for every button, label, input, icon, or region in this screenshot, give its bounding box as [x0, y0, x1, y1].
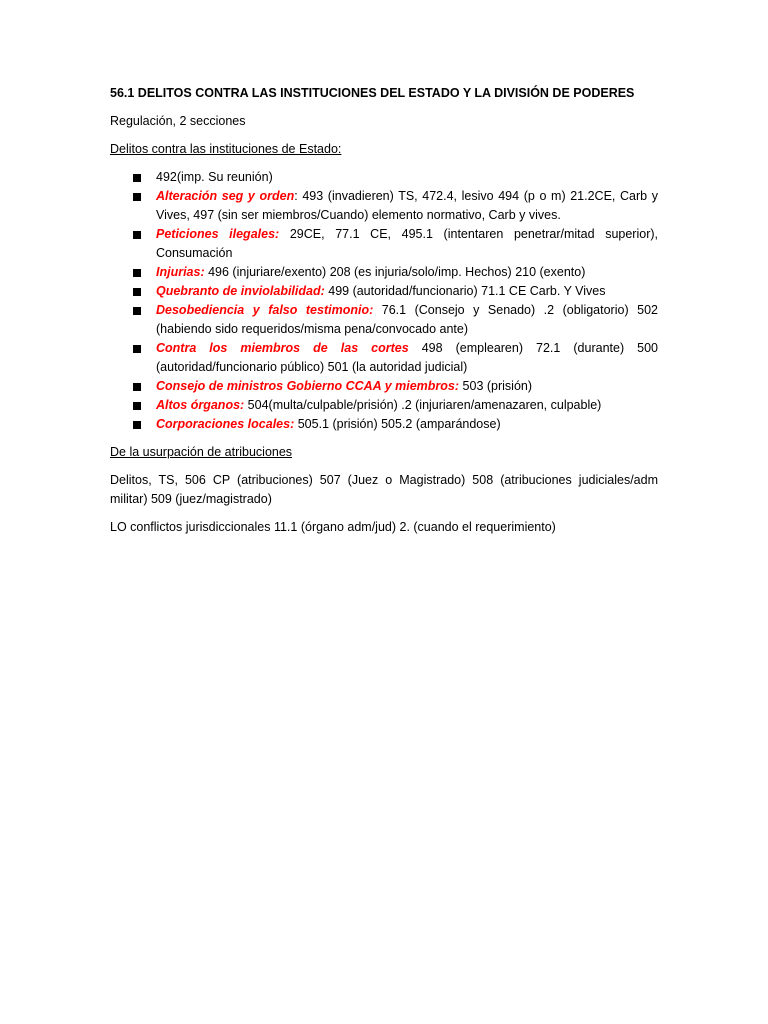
item-text: 505.1 (prisión) 505.2 (amparándose)	[294, 417, 501, 431]
list-item	[110, 377, 658, 396]
list-item	[110, 263, 658, 282]
item-text: 76.1 (Consejo y Senado) .2 (obligatorio) 502 (habiendo sido requeridos/misma pena/convocado ante)	[156, 303, 658, 336]
item-lead: Altos órganos:	[156, 398, 245, 412]
item-text: : 493 (invadieren) TS, 472.4, lesivo 494 (p o m) 21.2CE, Carb y Vives, 497 (sin ser miembros/Cuando) elemento normativo, Carb y vives.	[156, 189, 658, 222]
list-item	[110, 282, 658, 301]
item-text: 498 (emplearen) 72.1 (durante) 500 (autoridad/funcionario público) 501 (la autoridad judicial)	[156, 341, 658, 374]
item-lead: Corporaciones locales:	[156, 417, 295, 431]
item-lead: Alteración seg y orden	[156, 189, 295, 203]
square-bullet-icon	[133, 383, 141, 391]
list-item	[110, 225, 658, 263]
item-text: 503 (prisión)	[459, 379, 533, 393]
square-bullet-icon	[133, 288, 141, 296]
item-lead: Desobediencia y falso testimonio:	[156, 303, 374, 317]
square-bullet-icon	[133, 307, 141, 315]
document-page	[110, 84, 658, 546]
square-bullet-icon	[133, 231, 141, 239]
conflictos-text: LO conflictos jurisdiccionales 11.1 (órgano adm/jud) 2. (cuando el requerimiento)	[110, 520, 556, 534]
section-heading-usurpacion: De la usurpación de atribuciones	[110, 445, 293, 459]
item-lead: Quebranto de inviolabilidad:	[156, 284, 325, 298]
usurpacion-text: Delitos, TS, 506 CP (atribuciones) 507 (Juez o Magistrado) 508 (atribuciones judiciales/adm militar) 509 (juez/magistrado)	[110, 473, 658, 506]
square-bullet-icon	[133, 174, 141, 182]
item-text: 499 (autoridad/funcionario) 71.1 CE Carb. Y Vives	[324, 284, 606, 298]
list-item	[110, 168, 658, 187]
document-title: 56.1 DELITOS CONTRA LAS INSTITUCIONES DEL ESTADO Y LA DIVISIÓN DE PODERES	[110, 86, 635, 100]
square-bullet-icon	[133, 269, 141, 277]
item-text: 496 (injuriare/exento) 208 (es injuria/solo/imp. Hechos) 210 (exento)	[204, 265, 586, 279]
item-text: 492(imp. Su reunión)	[156, 170, 273, 184]
item-text: 504(multa/culpable/prisión) .2 (injuriaren/amenazaren, culpable)	[244, 398, 602, 412]
section-heading-instituciones: Delitos contra las instituciones de Estado:	[110, 142, 342, 156]
square-bullet-icon	[133, 402, 141, 410]
item-lead: Contra los miembros de las cortes	[156, 341, 409, 355]
list-item	[110, 187, 658, 225]
square-bullet-icon	[133, 421, 141, 429]
item-lead: Consejo de ministros Gobierno CCAA y miembros:	[156, 379, 460, 393]
intro-text: Regulación, 2 secciones	[110, 114, 246, 128]
square-bullet-icon	[133, 193, 141, 201]
list-item	[110, 339, 658, 377]
list-item	[110, 396, 658, 415]
bullet-list	[110, 168, 658, 434]
item-lead: Peticiones ilegales:	[156, 227, 280, 241]
list-item	[110, 415, 658, 434]
list-item	[110, 301, 658, 339]
item-lead: Injurias:	[156, 265, 205, 279]
item-text: 29CE, 77.1 CE, 495.1 (intentaren penetrar/mitad superior), Consumación	[156, 227, 658, 260]
square-bullet-icon	[133, 345, 141, 353]
